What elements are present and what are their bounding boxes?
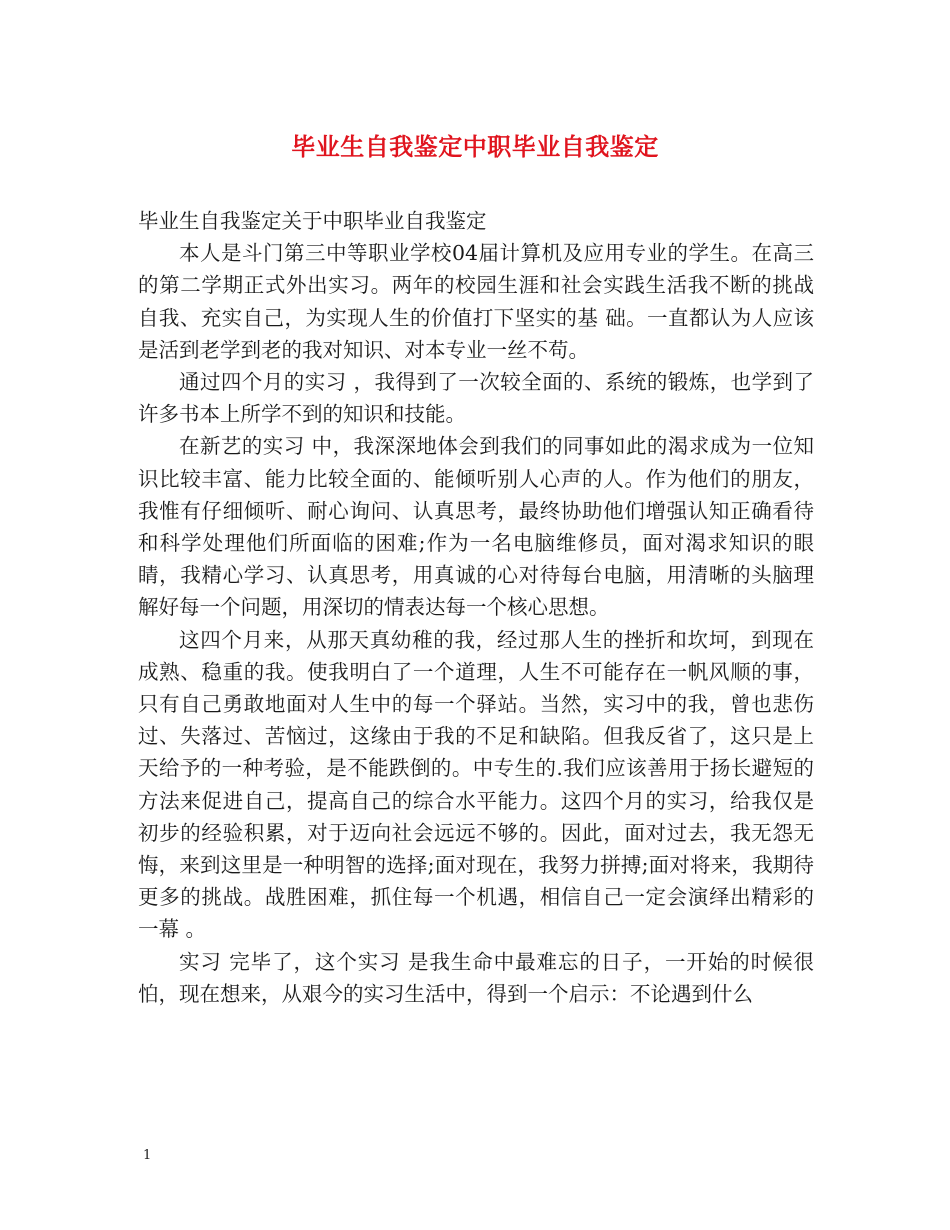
document-title: 毕业生自我鉴定中职毕业自我鉴定 (291, 133, 659, 161)
document-subtitle: 毕业生自我鉴定关于中职毕业自我鉴定 (138, 209, 487, 233)
paragraph: 通过四个月的实习 ，我得到了一次较全面的、系统的锻炼，也学到了许多书本上所学不到的知识和技能。 (138, 370, 814, 427)
paragraph: 本人是斗门第三中等职业学校04届计算机及应用专业的学生。在高三的第二学期正式外出实习。两年的校园生涯和社会实践生活我不断的挑战自我、充实自己，为实现人生的价值打下坚实的基 础。一直都认为人应该是活到老学到老的我对知识、对本专业一丝不苟。 (138, 241, 814, 362)
paragraph: 这四个月来，从那天真幼稚的我，经过那人生的挫折和坎坷，到现在成熟、稳重的我。使我明白了一个道理，人生不可能存在一帆风顺的事，只有自己勇敢地面对人生中的每一个驿站。当然，实习中的我，曾也悲伤过、失落过、苦恼过，这缘由于我的不足和缺陷。但我反省了，这只是上天给予的一种考验，是不能跌倒的。中专生的.我们应该善用于扬长避短的方法来促进自己，提高自己的综合水平能力。这四个月的实习，给我仅是初步的经验积累，对于迈向社会远远不够的。因此，面对过去，我无怨无悔，来到这里是一种明智的选择;面对现在，我努力拼搏;面对将来，我期待更多的挑战。战胜困难，抓住每一个机遇，相信自己一定会演绎出精彩的一幕 。 (138, 627, 814, 942)
document-body (138, 205, 814, 1010)
paragraph: 在新艺的实习 中，我深深地体会到我们的同事如此的渴求成为一位知识比较丰富、能力比较全面的、能倾听别人心声的人。作为他们的朋友，我惟有仔细倾听、耐心询问、认真思考，最终协助他们增强认知正确看待和科学处理他们所面临的困难;作为一名电脑维修员，面对渴求知识的眼睛，我精心学习、认真思考，用真诚的心对待每台电脑，用清晰的头脑理解好每一个问题，用深切的情表达每一个核心思想。 (138, 434, 814, 620)
paragraph: 实习 完毕了，这个实习 是我生命中最难忘的日子，一开始的时候很怕，现在想来，从艰今的实习生活中，得到一个启示：不论遇到什么 (138, 949, 814, 1006)
page-number: 1 (143, 1148, 152, 1163)
